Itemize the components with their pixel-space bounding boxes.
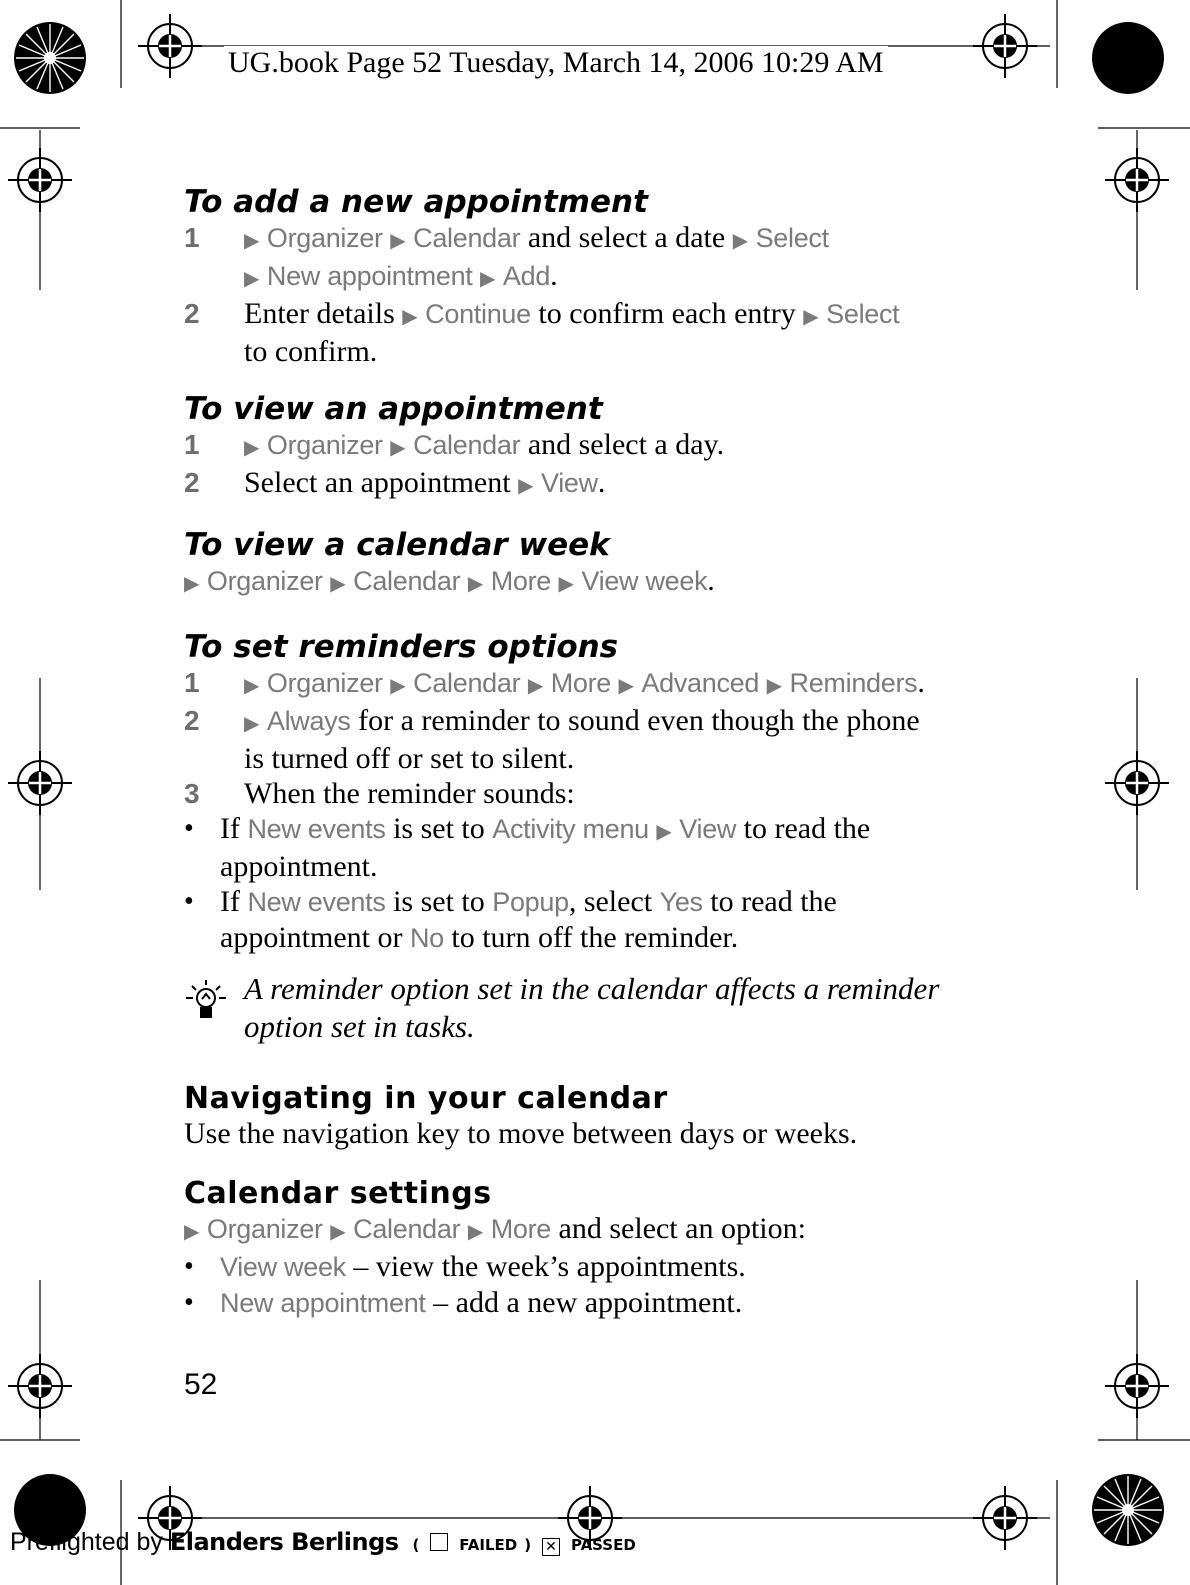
triangle-right-icon: ▶ xyxy=(803,304,819,328)
menu-item-view: View xyxy=(679,814,737,844)
preflight-label: Preflighted by xyxy=(10,1528,163,1556)
registration-mark-icon xyxy=(8,148,72,212)
tip-text-line: A reminder option set in the calendar affects a reminder xyxy=(244,971,940,1006)
menu-item-view: View xyxy=(540,468,598,498)
registration-mark-icon xyxy=(973,14,1037,78)
failed-checkbox xyxy=(430,1533,448,1551)
step-1: 1 ▶ Organizer ▶ Calendar and select a day. xyxy=(184,428,725,461)
triangle-right-icon: ▶ xyxy=(244,673,260,697)
section-view-week xyxy=(184,527,1014,601)
triangle-right-icon: ▶ xyxy=(244,228,260,252)
starburst-mark-icon xyxy=(1092,1474,1164,1546)
menu-item-no: No xyxy=(409,923,444,953)
registration-mark-icon xyxy=(1105,751,1169,815)
step-2-cont: to confirm. xyxy=(244,335,378,368)
triangle-right-icon: ▶ xyxy=(244,435,260,459)
section-calendar-settings xyxy=(184,1176,1014,1321)
menu-item-more: More xyxy=(490,566,552,596)
menu-item-select: Select xyxy=(755,223,829,253)
list-item-cont: appointment or No to turn off the reminder. xyxy=(220,921,739,954)
step-2: 2 Select an appointment ▶ View. xyxy=(184,466,606,499)
triangle-right-icon: ▶ xyxy=(518,473,534,497)
menu-item-organizer: Organizer xyxy=(206,566,323,596)
book-header: UG.book Page 52 Tuesday, March 14, 2006 10:29 AM xyxy=(224,46,888,80)
triangle-right-icon: ▶ xyxy=(390,228,406,252)
menu-item-popup: Popup xyxy=(492,887,569,917)
section-heading: To view a calendar week xyxy=(184,527,610,563)
menu-item-more: More xyxy=(550,668,612,698)
triangle-right-icon: ▶ xyxy=(402,304,418,328)
triangle-right-icon: ▶ xyxy=(330,571,346,595)
step-2: 2 ▶ Always for a reminder to sound even though the phone xyxy=(184,704,920,737)
registration-mark-icon xyxy=(8,751,72,815)
registration-mark-icon xyxy=(1105,148,1169,212)
menu-item-calendar: Calendar xyxy=(353,1214,461,1244)
menu-item-select: Select xyxy=(826,299,900,329)
list-item: • View week – view the week’s appointments. xyxy=(184,1250,746,1283)
menu-item-new-events: New events xyxy=(247,814,386,844)
triangle-right-icon: ▶ xyxy=(766,673,783,697)
tip-text-line: option set in tasks. xyxy=(244,1009,475,1044)
triangle-right-icon: ▶ xyxy=(244,711,260,735)
section-reminders xyxy=(184,629,1014,956)
menu-item-continue: Continue xyxy=(425,299,531,329)
solid-mark-icon xyxy=(1092,22,1164,94)
triangle-right-icon: ▶ xyxy=(390,673,406,697)
step-1: 1 ▶ Organizer ▶ Calendar ▶ More ▶ Advanced ▶ Reminders. xyxy=(184,666,925,699)
triangle-right-icon: ▶ xyxy=(527,673,544,697)
triangle-right-icon: ▶ xyxy=(480,266,496,290)
menu-item-add: Add xyxy=(502,261,551,291)
registration-mark-icon xyxy=(8,1354,72,1418)
section-heading: To view an appointment xyxy=(184,391,603,427)
menu-item-reminders: Reminders xyxy=(789,668,918,698)
triangle-right-icon: ▶ xyxy=(244,266,260,290)
bullet-icon: • xyxy=(184,1251,194,1282)
page-number: 52 xyxy=(184,1368,218,1401)
registration-mark-icon xyxy=(138,14,202,78)
menu-item-organizer: Organizer xyxy=(266,668,383,698)
brand-logo: Elanders Berlings xyxy=(169,1528,399,1556)
passed-checkbox: ✕ xyxy=(542,1538,560,1556)
bullet-icon: • xyxy=(184,813,194,844)
menu-item-advanced: Advanced xyxy=(641,668,760,698)
step-2: 2 Enter details ▶ Continue to confirm each entry ▶ Select xyxy=(184,297,900,330)
menu-item-yes: Yes xyxy=(659,887,703,917)
triangle-right-icon: ▶ xyxy=(618,673,634,697)
triangle-right-icon: ▶ xyxy=(184,1219,200,1243)
failed-label: FAILED xyxy=(459,1536,518,1554)
triangle-right-icon: ▶ xyxy=(732,228,749,252)
step-3: 3 When the reminder sounds: xyxy=(184,777,575,810)
list-item: • If New events is set to Popup, select Yes to read the xyxy=(184,885,837,918)
bullet-icon: • xyxy=(184,1287,194,1318)
menu-item-organizer: Organizer xyxy=(266,223,383,253)
menu-item-new-appointment: New appointment xyxy=(220,1288,426,1318)
menu-item-activity-menu: Activity menu xyxy=(492,814,649,844)
registration-mark-icon xyxy=(1105,1354,1169,1418)
list-item-cont: appointment. xyxy=(220,850,378,883)
list-item: • New appointment – add a new appointment. xyxy=(184,1286,743,1319)
step-1-cont: ▶ New appointment ▶ Add. xyxy=(244,259,558,292)
preflight-footer: Preflighted by Elanders Berlings ( FAILED ) ✕ PASSED xyxy=(10,1528,636,1556)
instruction-line: ▶ Organizer ▶ Calendar ▶ More and select an option: xyxy=(184,1212,806,1245)
triangle-right-icon: ▶ xyxy=(467,1219,484,1243)
menu-item-organizer: Organizer xyxy=(266,430,383,460)
menu-item-view-week: View week xyxy=(220,1252,346,1282)
section-heading: To set reminders options xyxy=(184,629,619,665)
menu-item-view-week: View week xyxy=(581,566,708,596)
triangle-right-icon: ▶ xyxy=(656,819,672,843)
lightbulb-icon xyxy=(184,974,228,1024)
section-heading: Calendar settings xyxy=(184,1176,492,1211)
triangle-right-icon: ▶ xyxy=(330,1219,346,1243)
tip-box xyxy=(184,970,1014,1046)
menu-item-calendar: Calendar xyxy=(353,566,461,596)
section-heading: Navigating in your calendar xyxy=(184,1081,668,1116)
triangle-right-icon: ▶ xyxy=(558,571,574,595)
section-view-appointment xyxy=(184,391,1014,503)
list-item: • If New events is set to Activity menu ▶ View to read the xyxy=(184,812,871,845)
section-add-appointment xyxy=(184,184,1014,369)
triangle-right-icon: ▶ xyxy=(467,571,484,595)
menu-item-calendar: Calendar xyxy=(413,223,521,253)
menu-item-calendar: Calendar xyxy=(413,668,521,698)
menu-item-always: Always xyxy=(266,706,351,736)
step-1: 1 ▶ Organizer ▶ Calendar and select a date ▶ Select xyxy=(184,221,829,254)
body-text: Use the navigation key to move between days or weeks. xyxy=(184,1117,858,1150)
passed-label: PASSED xyxy=(570,1536,636,1554)
menu-item-new-appointment: New appointment xyxy=(266,261,473,291)
registration-mark-icon xyxy=(973,1486,1037,1550)
starburst-mark-icon xyxy=(14,22,86,94)
triangle-right-icon: ▶ xyxy=(184,571,200,595)
menu-item-new-events: New events xyxy=(247,887,386,917)
section-navigating xyxy=(184,1081,1014,1151)
triangle-right-icon: ▶ xyxy=(390,435,406,459)
instruction-line: ▶ Organizer ▶ Calendar ▶ More ▶ View week. xyxy=(184,564,715,597)
menu-item-organizer: Organizer xyxy=(206,1214,323,1244)
menu-item-calendar: Calendar xyxy=(413,430,521,460)
bullet-icon: • xyxy=(184,886,194,917)
step-2-cont: is turned off or set to silent. xyxy=(244,742,575,775)
section-heading: To add a new appointment xyxy=(184,184,648,220)
menu-item-more: More xyxy=(490,1214,552,1244)
